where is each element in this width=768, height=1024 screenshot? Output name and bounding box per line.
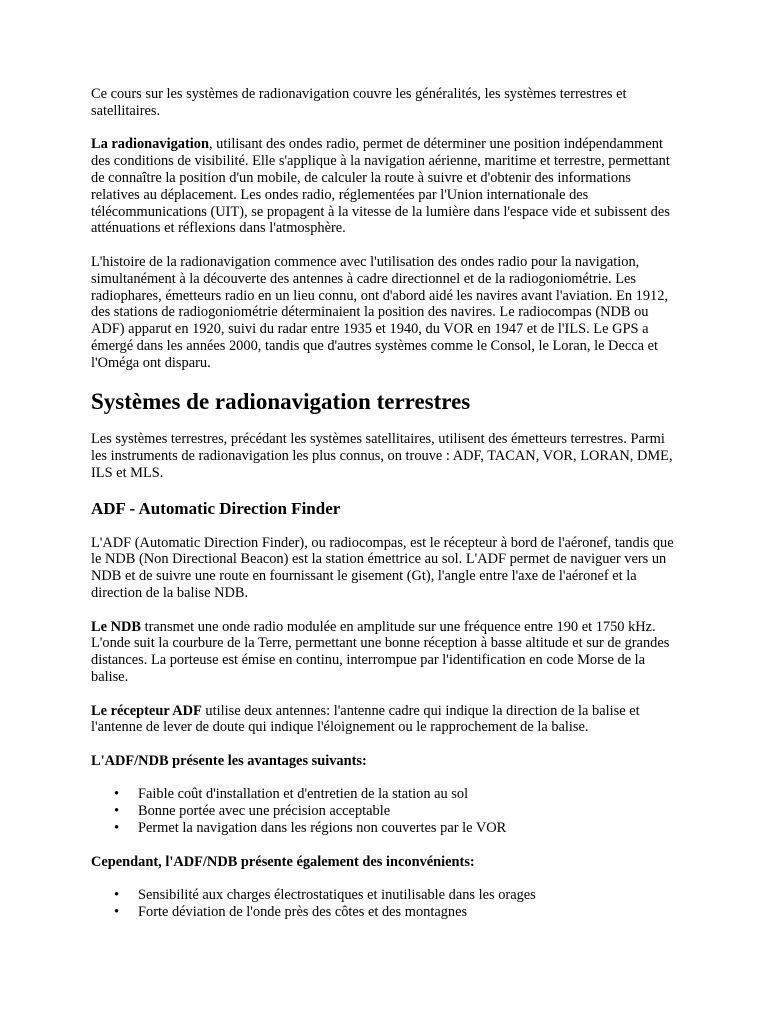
- receiver-term: Le récepteur ADF: [91, 702, 202, 719]
- list-item: [114, 820, 681, 837]
- disadvantages-list: [91, 887, 681, 921]
- list-item-text: Bonne portée avec une précision acceptable: [138, 803, 391, 820]
- list-item: [114, 887, 681, 904]
- radionavigation-term: La radionavigation: [91, 136, 209, 153]
- list-item-text: Faible coût d'installation et d'entretien de la station au sol: [138, 786, 469, 803]
- bullet: •: [114, 786, 120, 803]
- intro-paragraph: Ce cours sur les systèmes de radionavigation couvre les généralités, les systèmes terrestres et satellitaires.: [91, 86, 627, 119]
- list-item-text: Forte déviation de l'onde près des côtes et des montagnes: [138, 904, 468, 921]
- radionavigation-paragraph: [91, 136, 681, 237]
- terrestrial-heading: Systèmes de radionavigation terrestres: [91, 389, 471, 415]
- disadvantages-title-text: Cependant, l'ADF/NDB présente également des inconvénients:: [91, 853, 475, 870]
- bullet: •: [114, 803, 120, 820]
- list-item: [114, 803, 681, 820]
- list-item-text: Sensibilité aux charges électrostatiques et inutilisable dans les orages: [138, 887, 536, 904]
- receiver-paragraph: [91, 703, 681, 737]
- advantages-list: [91, 786, 681, 836]
- list-item: [114, 904, 681, 921]
- ndb-term: Le NDB: [91, 618, 141, 635]
- receiver-text: utilise deux antennes: l'antenne cadre qui indique la direction de la balise et l'antenne de lever de doute qui indique l'éloignement ou le rapprochement de la balise.: [91, 702, 640, 736]
- bullet: •: [114, 887, 120, 904]
- adf-paragraph: L'ADF (Automatic Direction Finder), ou radiocompas, est le récepteur à bord de l'aéronef, tandis que le NDB (Non Directional Beacon) est la station émettrice au sol. L'ADF permet de naviguer vers un NDB et de suivre une route en fournissant le gisement (Gt), l'angle entre l'axe de l'aéronef et la direction de la balise NDB.: [91, 534, 674, 601]
- disadvantages-title: [91, 854, 681, 871]
- document-page: [91, 86, 681, 938]
- radionavigation-text: , utilisant des ondes radio, permet de déterminer une position indépendamment des conditions de visibilité. Elle s'applique à la navigation aérienne, maritime et terrestre, permettant de connaître la position d'un mobile, de calculer la route à suivre et d'obtenir des informations relatives au déplacement. Les ondes radio, réglementées par l'Union internationale des télécommunications (UIT), se propagent à la vitesse de la lumière dans l'espace vide et subissent des atténuations et réflexions dans l'atmosphère.: [91, 136, 670, 237]
- ndb-text: transmet une onde radio modulée en amplitude sur une fréquence entre 190 et 1750 kHz. L'onde suit la courbure de la Terre, permettant une bonne réception à basse altitude et sur de grandes distances. La porteuse est émise en continu, interrompue par l'identification en code Morse de la balise.: [91, 618, 670, 685]
- adf-heading: ADF - Automatic Direction Finder: [91, 498, 341, 518]
- ndb-paragraph: [91, 619, 681, 686]
- history-paragraph: L'histoire de la radionavigation commence avec l'utilisation des ondes radio pour la navigation, simultanément à la découverte des antennes à cadre directionnel et de la radiogoniométrie. Les radiophares, émetteurs radio en un lieu connu, ont d'abord aidé les navires avant l'aviation. En 1912, des stations de radiogoniométrie déterminaient la position des navires. Le radiocompas (NDB ou ADF) apparut en 1920, suivi du radar entre 1935 et 1940, du VOR en 1947 et de l'ILS. Le GPS a émergé dans les années 2000, tandis que d'autres systèmes comme le Consol, le Loran, le Decca et l'Oméga ont disparu.: [91, 253, 669, 371]
- advantages-title-text: L'ADF/NDB présente les avantages suivants:: [91, 752, 367, 769]
- bullet: •: [114, 904, 120, 921]
- bullet: •: [114, 820, 120, 837]
- advantages-title: [91, 753, 681, 770]
- list-item: [114, 786, 681, 803]
- list-item-text: Permet la navigation dans les régions non couvertes par le VOR: [138, 820, 507, 837]
- terrestrial-paragraph: Les systèmes terrestres, précédant les systèmes satellitaires, utilisent des émetteurs terrestres. Parmi les instruments de radionavigation les plus connus, on trouve : ADF, TACAN, VOR, LORAN, DME, ILS et MLS.: [91, 431, 673, 481]
